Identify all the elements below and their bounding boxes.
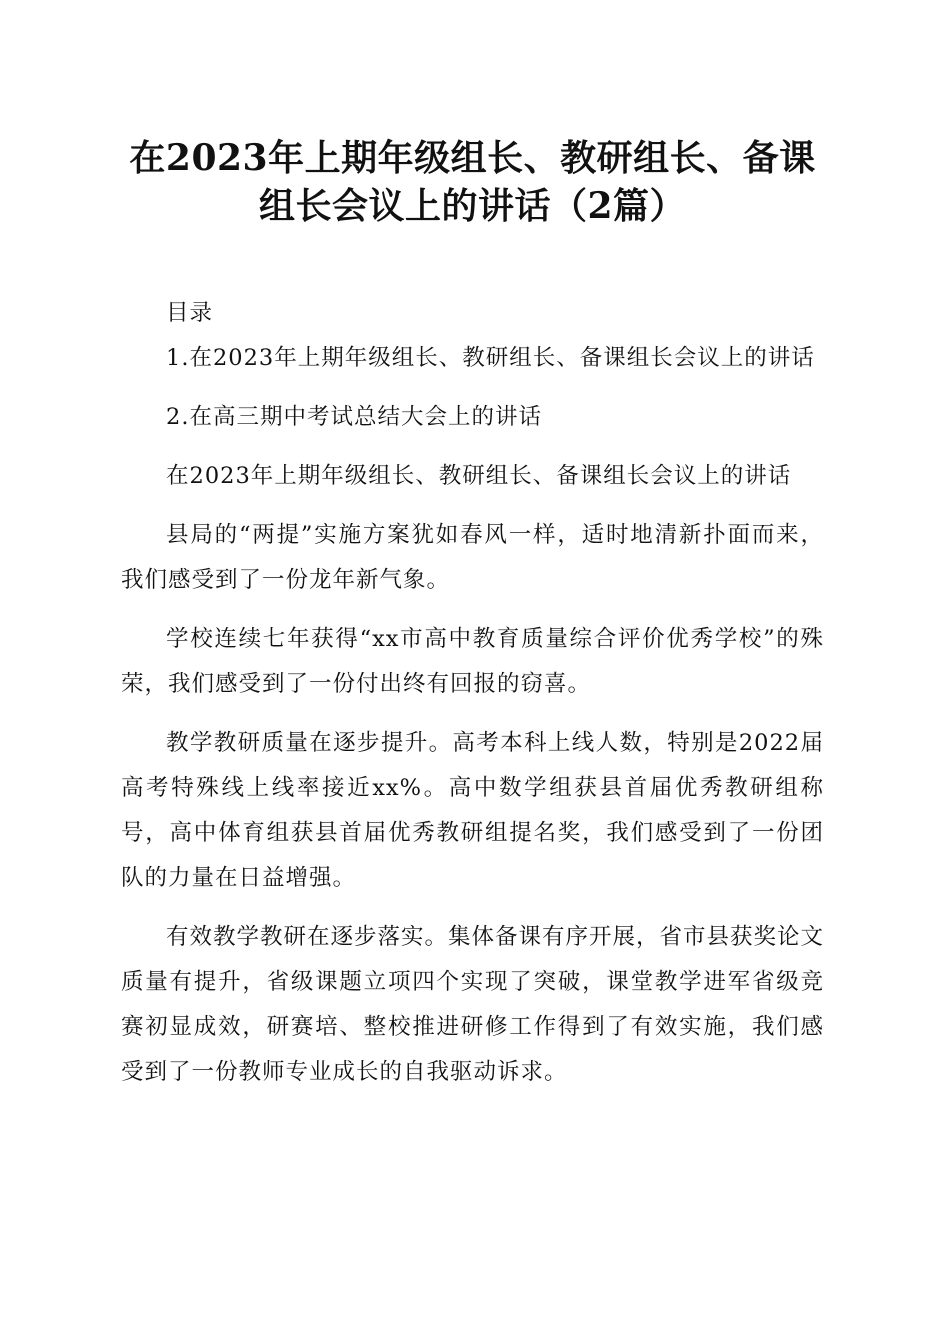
document-title: 在2023年上期年级组长、教研组长、备课组长会议上的讲话（2篇） bbox=[129, 137, 816, 227]
document-body bbox=[121, 291, 824, 1095]
body-paragraph: 县局的“两提”实施方案犹如春风一样，适时地清新扑面而来，我们感受到了一份龙年新气象。 bbox=[121, 522, 824, 593]
section-heading: 在2023年上期年级组长、教研组长、备课组长会议上的讲话 bbox=[166, 463, 792, 489]
toc-heading: 目录 bbox=[166, 300, 214, 326]
body-paragraph: 教学教研质量在逐步提升。高考本科上线人数，特别是2022届高考特殊线上线率接近xx%。高中数学组获县首届优秀教研组称号，高中体育组获县首届优秀教研组提名奖，我们感受到了一份团队的力量在日益增强。 bbox=[121, 730, 824, 891]
body-paragraph: 有效教学教研在逐步落实。集体备课有序开展，省市县获奖论文质量有提升，省级课题立项四个实现了突破，课堂教学进军省级竞赛初显成效，研赛培、整校推进研修工作得到了有效实施，我们感受到了一份教师专业成长的自我驱动诉求。 bbox=[121, 924, 825, 1085]
toc-item-1: 1.在2023年上期年级组长、教研组长、备课组长会议上的讲话 bbox=[166, 345, 815, 371]
toc-item-2: 2.在高三期中考试总结大会上的讲话 bbox=[166, 404, 542, 430]
body-paragraph: 学校连续七年获得“xx市高中教育质量综合评价优秀学校”的殊荣，我们感受到了一份付出终有回报的窃喜。 bbox=[121, 626, 824, 697]
